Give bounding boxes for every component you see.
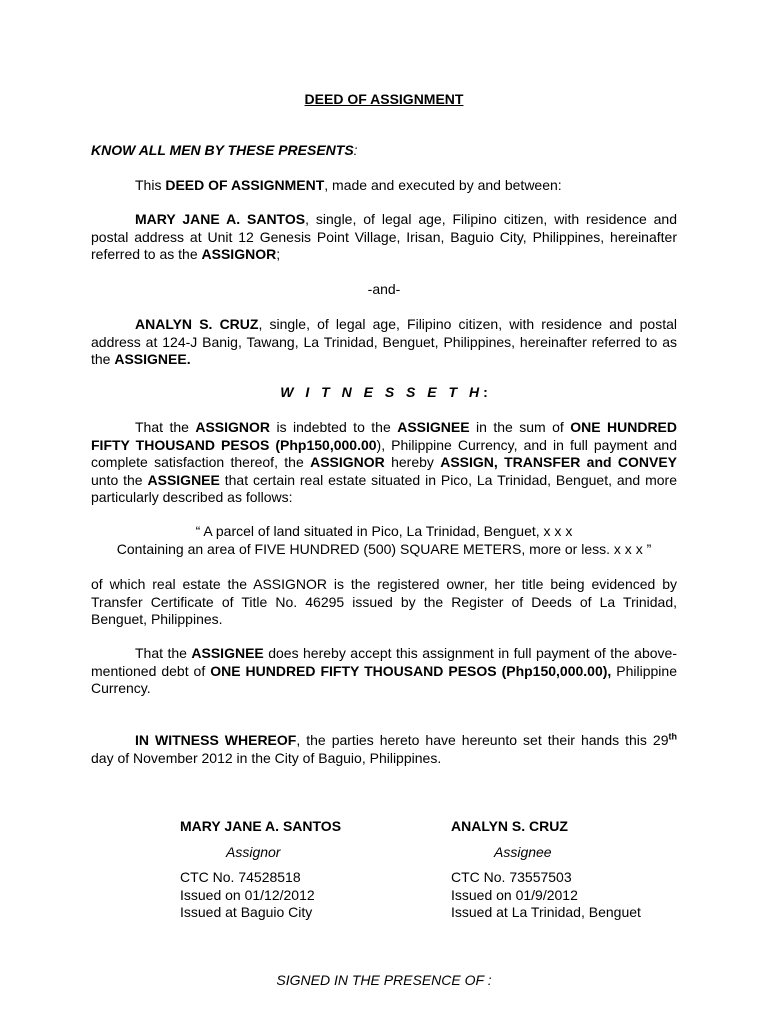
day-ordinal-suffix: th	[668, 731, 677, 742]
debt-text-7: that certain real estate situated in Pico, La Trinidad, Benguet, and more particularly described as follows:	[91, 471, 678, 505]
parcel-description	[91, 523, 677, 558]
intro-prefix: This	[135, 177, 166, 193]
debt-text-2: is indebted to the	[270, 419, 398, 435]
debt-amount: ONE HUNDRED FIFTY THOUSAND PESOS (Php150,000.00	[91, 419, 678, 453]
and-separator: -and-	[367, 281, 401, 297]
assignee-ctc-issued-on: Issued on 01/9/2012	[451, 886, 578, 903]
signed-in-presence-heading: SIGNED IN THE PRESENCE OF :	[276, 972, 492, 988]
parcel-line-1: “ A parcel of land situated in Pico, La Trinidad, Benguet, x x x	[195, 523, 573, 539]
assignor-name: MARY JANE A. SANTOS	[135, 211, 306, 227]
assignor-ctc-issued-on: Issued on 01/12/2012	[180, 886, 315, 903]
accept-text-1: That the	[135, 645, 192, 661]
assignee-paragraph	[91, 316, 677, 369]
assignor-role: ASSIGNOR	[201, 246, 277, 262]
whereof-text-2: day of November 2012 in the City of Baguio, Philippines.	[91, 749, 442, 766]
document-title: DEED OF ASSIGNMENT	[304, 91, 464, 107]
debt-text-1: That the	[135, 419, 196, 435]
assignee-details: , single, of legal age, Filipino citizen, with residence and postal address at 124-J Banig, Tawang, La Trinidad, Benguet, Philippines, hereinafter referred to as the	[91, 316, 678, 367]
debt-assignee-2: ASSIGNEE	[147, 471, 220, 488]
assignor-signature-block	[180, 818, 341, 922]
accept-assignee: ASSIGNEE	[191, 645, 264, 661]
assignor-signature-name: MARY JANE A. SANTOS	[180, 818, 342, 834]
intro-deed-label: DEED OF ASSIGNMENT	[165, 177, 325, 193]
accept-amount: ONE HUNDRED FIFTY THOUSAND PESOS (Php150,000.00),	[210, 662, 612, 679]
assignee-name: ANALYN S. CRUZ	[135, 316, 259, 332]
know-all-text: KNOW ALL MEN BY THESE PRESENTS	[91, 142, 354, 158]
whereof-lead: IN WITNESS WHEREOF	[135, 732, 297, 748]
debt-paragraph	[91, 419, 677, 507]
know-all-colon: :	[353, 142, 358, 158]
debt-assignor: ASSIGNOR	[195, 419, 271, 435]
debt-assign-transfer-convey: ASSIGN, TRANSFER and CONVEY	[440, 454, 678, 470]
know-all-men-heading	[91, 142, 358, 158]
debt-text-3: in the sum of	[469, 419, 571, 435]
assignor-paragraph	[91, 211, 677, 264]
witnesseth-colon: :	[483, 384, 488, 400]
witnesseth-text: W I T N E S S E T H	[280, 384, 484, 400]
debt-assignee: ASSIGNEE	[397, 419, 470, 435]
title-paragraph: of which real estate the ASSIGNOR is the registered owner, her title being evidenced by Transfer Certificate of Title No. 46295 issued by the Register of Deeds of La Trinidad, Benguet, Philippines.	[91, 576, 677, 627]
debt-text-5: hereby	[384, 454, 441, 470]
assignee-role: ASSIGNEE.	[114, 351, 191, 367]
assignee-signature-name: ANALYN S. CRUZ	[451, 818, 568, 834]
debt-text-4: ), Philippine Currency, and in full payment and complete satisfaction thereof, the	[91, 436, 677, 470]
intro-suffix: , made and executed by and between:	[324, 177, 562, 193]
witnesseth-heading	[0, 384, 768, 400]
assignor-ctc-issued-at: Issued at Baguio City	[180, 904, 313, 920]
assignee-signature-role: Assignee	[494, 843, 552, 860]
accept-text-2: does hereby accept this assignment in full payment of the above-mentioned debt of	[91, 645, 677, 679]
assignee-ctc-number: CTC No. 73557503	[451, 869, 572, 885]
debt-assignor-2: ASSIGNOR	[310, 454, 385, 470]
assignee-signature-block	[451, 818, 641, 922]
assignor-signature-role: Assignor	[226, 843, 281, 860]
assignor-details: , single, of legal age, Filipino citizen, with residence and postal address at Unit 12 Genesis Point Village, Irisan, Baguio City, Philippines, hereinafter referred to as the	[91, 211, 678, 262]
accept-text-3: Philippine Currency.	[91, 662, 677, 696]
intro-paragraph	[91, 177, 677, 195]
parcel-line-2: Containing an area of FIVE HUNDRED (500) SQUARE METERS, more or less. x x x ”	[116, 540, 652, 557]
debt-text-6: unto the	[91, 471, 148, 488]
whereof-text-1: , the parties hereto have hereunto set their hands this 29	[296, 732, 669, 748]
acceptance-paragraph	[91, 645, 677, 698]
assignor-end: ;	[276, 246, 281, 262]
assignor-ctc-number: CTC No. 74528518	[180, 869, 301, 885]
witness-whereof-paragraph	[91, 732, 677, 767]
assignee-ctc-issued-at: Issued at La Trinidad, Benguet	[451, 904, 641, 920]
